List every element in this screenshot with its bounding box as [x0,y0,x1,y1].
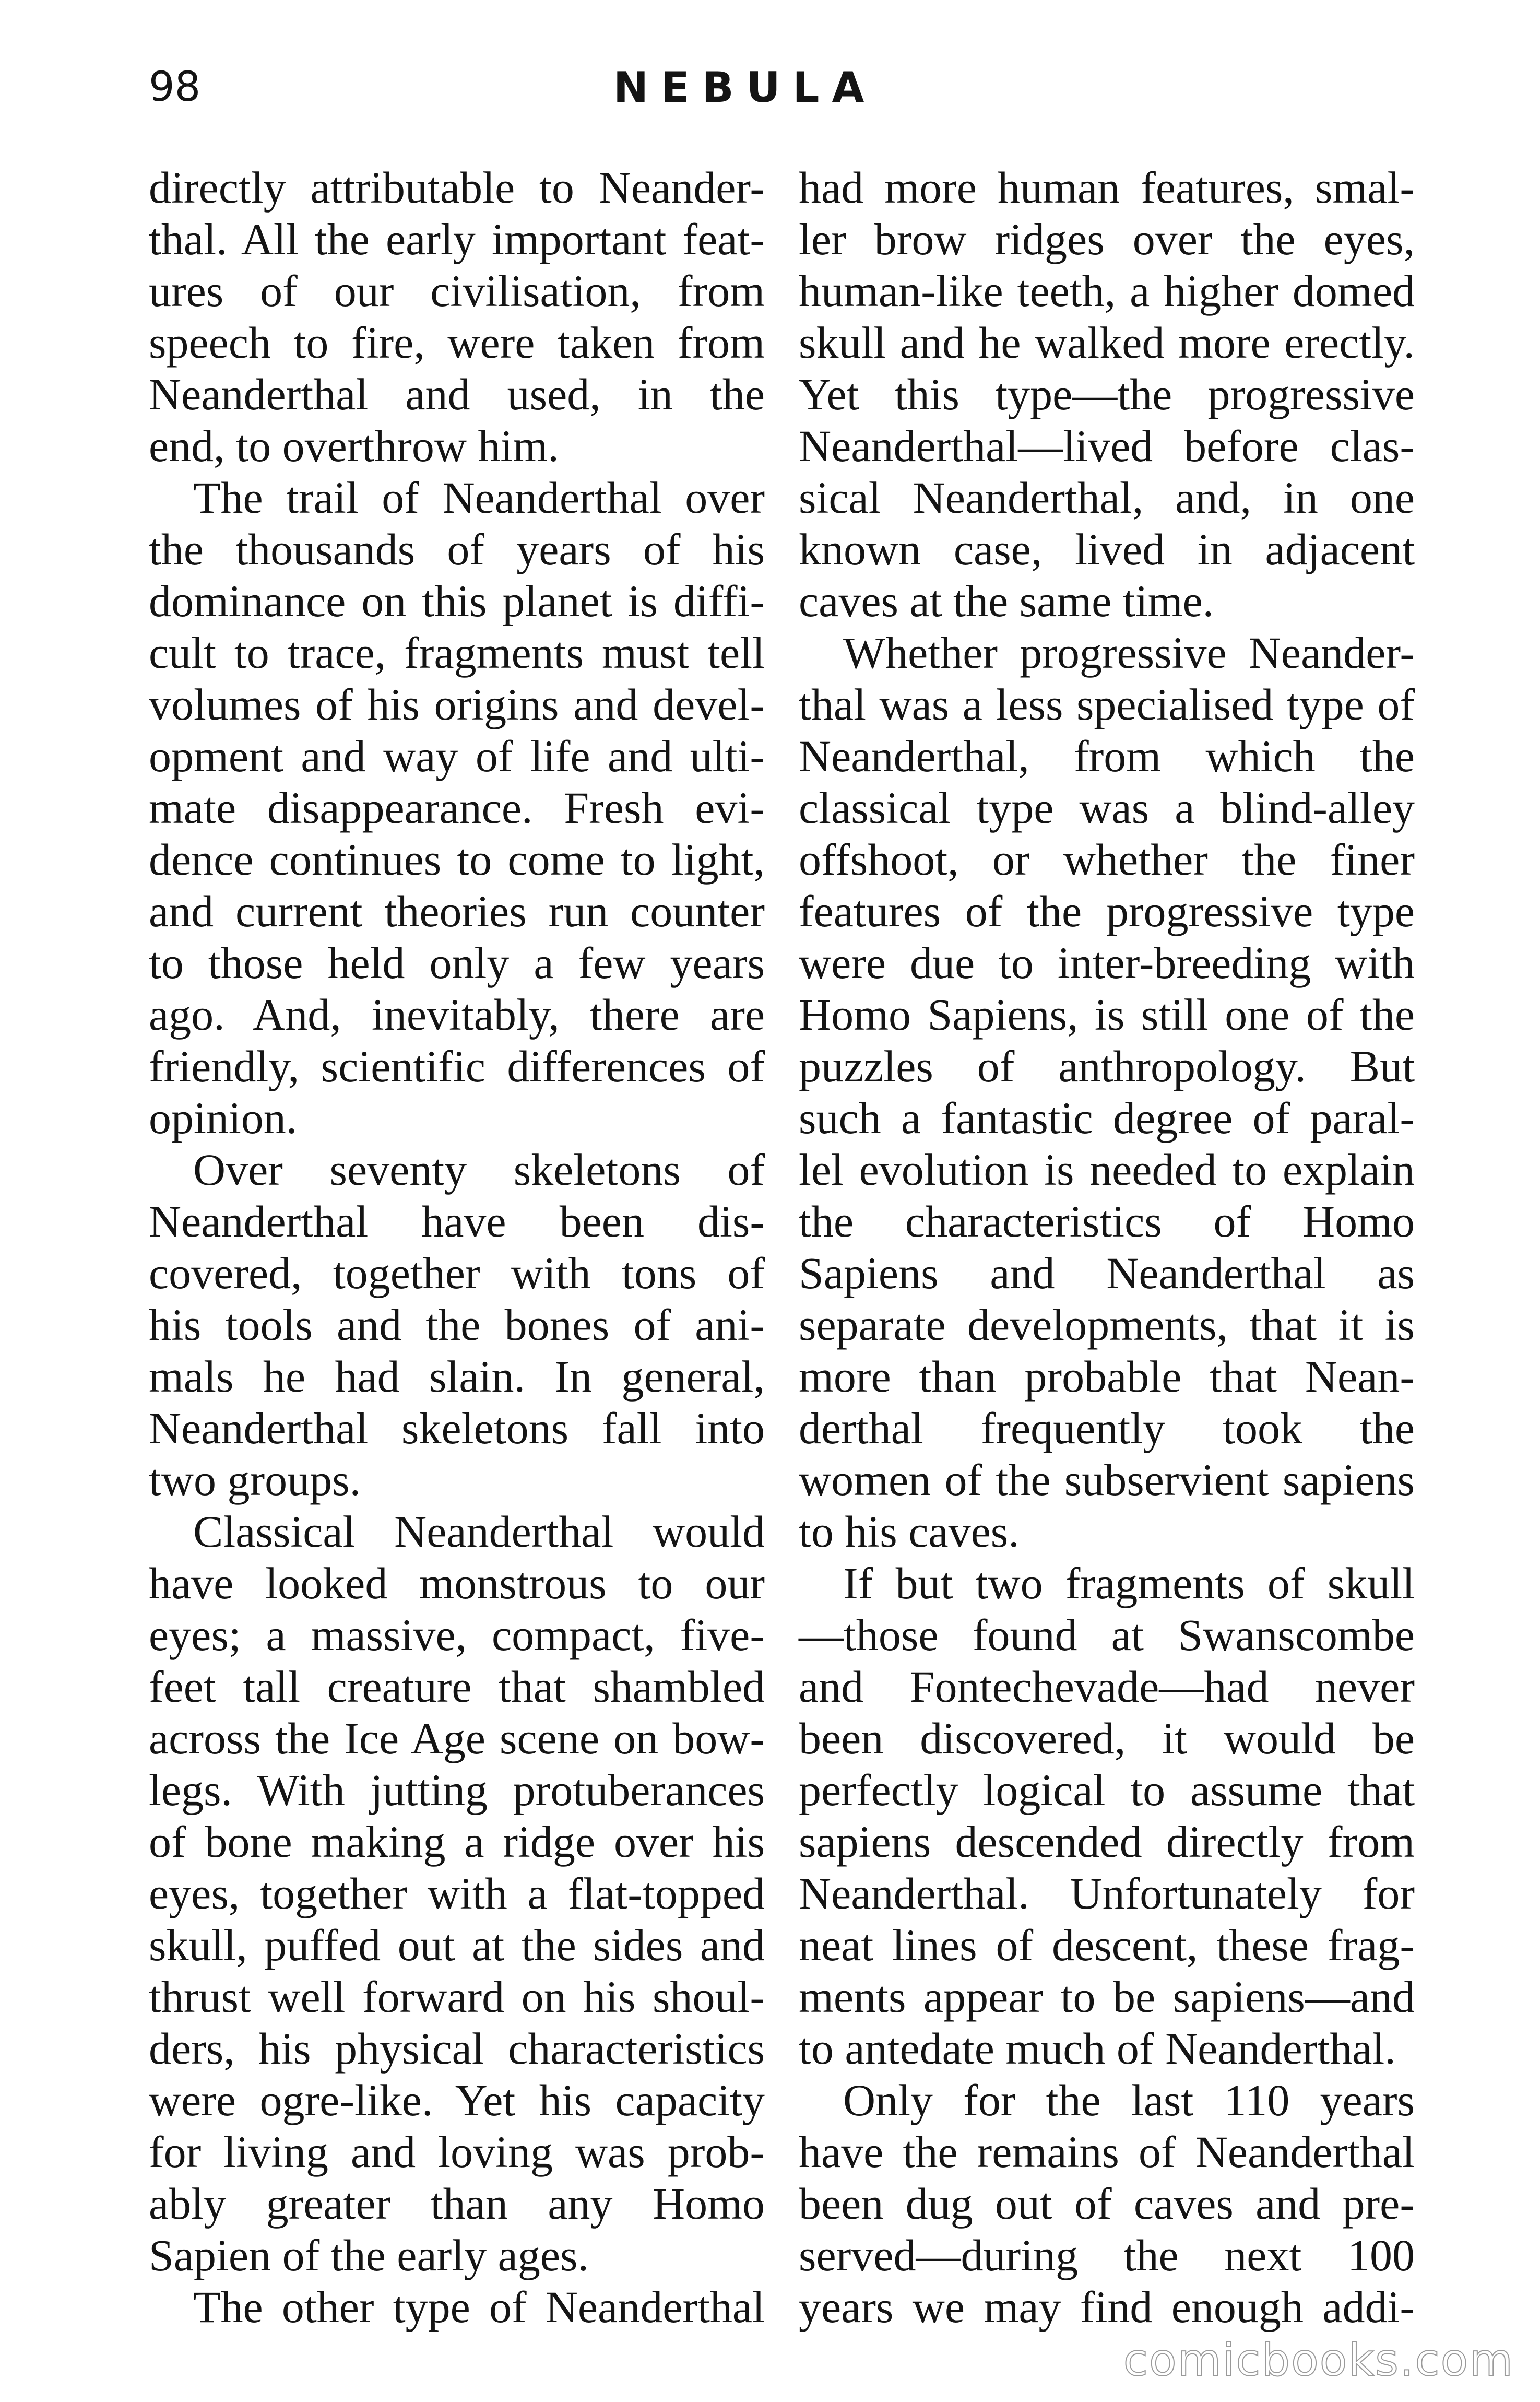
right-column-line: skull and he walked more erectly. [799,317,1415,368]
left-column-line: and current theories run counter [149,886,765,936]
left-column-line: dominance on this planet is diffi- [149,576,765,626]
right-column-line: sical Neanderthal, and, in one [799,473,1415,523]
right-text-column [799,162,1415,2333]
left-column-line: Classical Neanderthal would [193,1506,765,1557]
right-column-line: been discovered, it would be [799,1713,1415,1763]
right-column-line: Homo Sapiens, is still one of the [799,990,1415,1040]
left-column-line: legs. With jutting protuberances [149,1765,765,1815]
right-column-line: lel evolution is needed to explain [799,1145,1415,1195]
left-column-line: Neanderthal and used, in the [149,369,765,419]
right-column-line: were due to inter-breeding with [799,938,1415,988]
left-column-line: dence continues to come to light, [149,834,765,885]
left-column-line: friendly, scientific differences of [149,1041,765,1091]
left-column-line: mals he had slain. In general, [149,1351,765,1402]
right-column-line: caves at the same time. [799,576,1214,626]
right-column-line: Neanderthal, from which the [799,731,1415,781]
page-number: 98 [149,64,201,111]
right-column-line: served—during the next 100 [799,2230,1415,2280]
right-column-line: the characteristics of Homo [799,1196,1415,1246]
left-column-line: eyes, together with a flat-topped [149,1868,765,1918]
right-column-line: Neanderthal. Unfortunately for [799,1868,1415,1918]
right-column-line: human-like teeth, a higher domed [799,266,1415,316]
right-column-line: If but two fragments of skull [843,1558,1415,1608]
right-column-line: been dug out of caves and pre- [799,2179,1415,2229]
right-column-line: separate developments, that it is [799,1300,1415,1350]
left-column-line: eyes; a massive, compact, five- [149,1610,765,1660]
left-column-line: have looked monstrous to our [149,1558,765,1608]
left-column-line: Neanderthal have been dis- [149,1196,765,1246]
left-column-line: The trail of Neanderthal over [193,473,765,523]
right-column-line: women of the subservient sapiens [799,1455,1415,1505]
right-column-line: thal was a less specialised type of [799,679,1415,729]
left-column-line: cult to trace, fragments must tell [149,628,765,678]
right-column-line: Whether progressive Neander- [843,628,1415,678]
left-column-line: ders, his physical characteristics [149,2023,765,2074]
right-column-line: features of the progressive type [799,886,1415,936]
right-column-line: to his caves. [799,1506,1020,1557]
right-column-line: and Fontechevade—had never [799,1662,1415,1712]
right-column-line: derthal frequently took the [799,1403,1415,1453]
running-title: NEBULA [613,63,877,112]
left-column-line: Sapien of the early ages. [149,2230,589,2280]
left-column-line: mate disappearance. Fresh evi- [149,783,765,833]
left-column-line: to those held only a few years [149,938,765,988]
right-column-line: had more human features, smal- [799,162,1415,213]
right-column-line: offshoot, or whether the finer [799,834,1415,885]
right-column-line: have the remains of Neanderthal [799,2127,1415,2177]
right-column-line: perfectly logical to assume that [799,1765,1415,1815]
watermark: comicbooks.com [1123,2334,1514,2386]
left-column-line: for living and loving was prob- [149,2127,765,2177]
left-column-line: of bone making a ridge over his [149,1817,765,1867]
left-column-line: thal. All the early important feat- [149,214,765,264]
left-column-line: skull, puffed out at the sides and [149,1920,765,1970]
right-column-line: Neanderthal—lived before clas- [799,421,1415,471]
right-column-line: puzzles of anthropology. But [799,1041,1415,1091]
right-column-line: Sapiens and Neanderthal as [799,1248,1415,1298]
left-column-line: the thousands of years of his [149,524,765,574]
right-column-line: ments appear to be sapiens—and [799,1972,1415,2022]
right-column-line: Yet this type—the progressive [799,369,1415,419]
left-column-line: two groups. [149,1455,361,1505]
left-column-line: his tools and the bones of ani- [149,1300,765,1350]
right-column-line: more than probable that Nean- [799,1351,1415,1402]
left-column-line: speech to fire, were taken from [149,317,765,368]
right-column-line: classical type was a blind-alley [799,783,1415,833]
left-column-line: thrust well forward on his shoul- [149,1972,765,2022]
right-column-line: known case, lived in adjacent [799,524,1415,574]
right-column-line: such a fantastic degree of paral- [799,1093,1415,1143]
left-column-line: were ogre-like. Yet his capacity [149,2075,765,2125]
right-column-line: Only for the last 110 years [843,2075,1415,2125]
left-column-line: ably greater than any Homo [149,2179,765,2229]
right-column-line: to antedate much of Neanderthal. [799,2023,1396,2074]
left-column-line: Neanderthal skeletons fall into [149,1403,765,1453]
left-column-line: ures of our civilisation, from [149,266,765,316]
left-column-line: opment and way of life and ulti- [149,731,765,781]
left-column-line: opinion. [149,1093,298,1143]
left-column-line: end, to overthrow him. [149,421,559,471]
left-column-line: covered, together with tons of [149,1248,765,1298]
left-column-line: feet tall creature that shambled [149,1662,765,1712]
left-column-line: across the Ice Age scene on bow- [149,1713,765,1763]
left-column-line: ago. And, inevitably, there are [149,990,765,1040]
right-column-line: —those found at Swanscombe [799,1610,1415,1660]
right-column-line: neat lines of descent, these frag- [799,1920,1415,1970]
right-column-line: sapiens descended directly from [799,1817,1415,1867]
left-column-line: The other type of Neanderthal [193,2282,765,2332]
left-column-line: volumes of his origins and devel- [149,679,765,729]
right-column-line: ler brow ridges over the eyes, [799,214,1415,264]
left-column-line: Over seventy skeletons of [193,1145,765,1195]
left-text-column [149,162,765,2333]
left-column-line: directly attributable to Neander- [149,162,765,213]
right-column-line: years we may find enough addi- [799,2282,1415,2332]
